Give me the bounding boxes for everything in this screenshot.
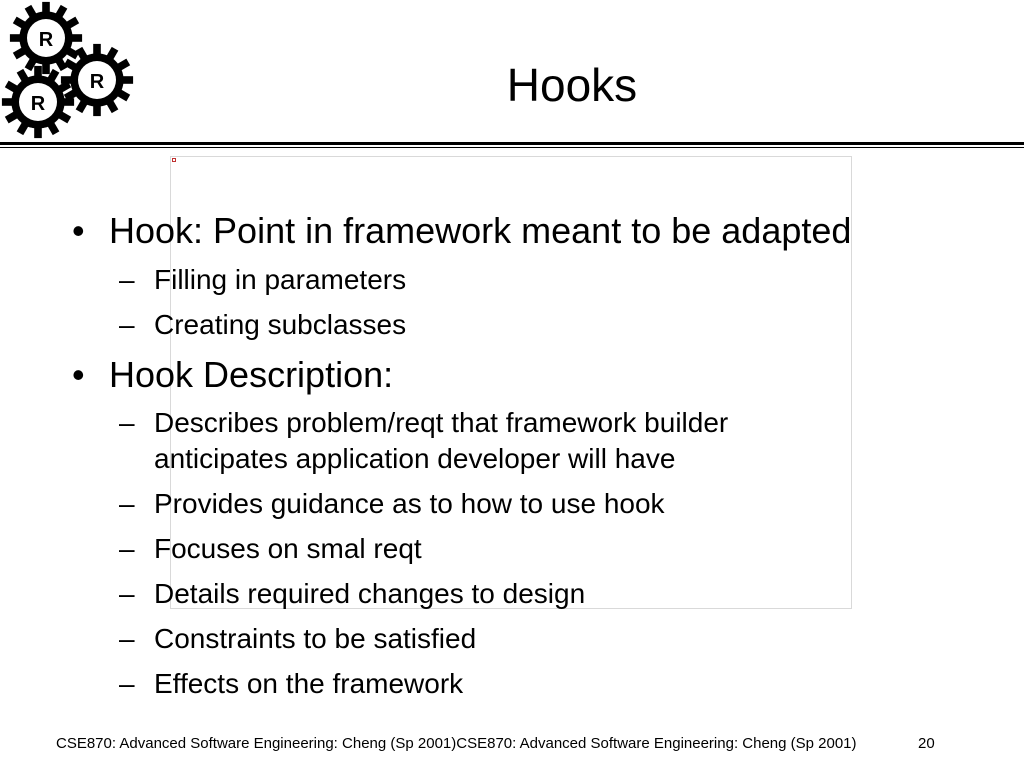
bullet-text: Hook Description:: [109, 354, 394, 395]
sub-bullet-marker: –: [119, 533, 135, 564]
bullet-text: Hook: Point in framework meant to be adapted: [109, 210, 852, 251]
gear-letter: R: [38, 29, 54, 51]
sub-bullet-marker: –: [119, 578, 135, 609]
gear-letter: R: [30, 93, 46, 115]
sub-bullet-marker: –: [119, 623, 135, 654]
slide-number: 20: [918, 735, 935, 752]
sub-bullet-text: anticipates application developer will have: [154, 443, 676, 474]
sub-bullet-text: Filling in parameters: [154, 264, 407, 295]
title-divider-thin: [0, 147, 1024, 148]
sub-bullet-text: Describes problem/reqt that framework builder: [154, 407, 729, 438]
slide-footer: CSE870: Advanced Software Engineering: Cheng (Sp 2001)CSE870: Advanced Software Engineering: Cheng (Sp 2001): [56, 735, 857, 752]
sub-bullet-marker: –: [119, 488, 135, 519]
sub-bullet-marker: –: [119, 407, 135, 438]
title-divider: [0, 142, 1024, 145]
sub-bullet-text: Creating subclasses: [154, 309, 407, 340]
bullet-marker: •: [72, 354, 85, 395]
sub-bullet-marker: –: [119, 309, 135, 340]
slide-title: Hooks: [506, 59, 638, 111]
sub-bullet-text: Constraints to be satisfied: [154, 623, 477, 654]
sub-bullet-text: Focuses on smal reqt: [154, 533, 422, 564]
sub-bullet-text: Provides guidance as to how to use hook: [154, 488, 665, 519]
sub-bullet-marker: –: [119, 668, 135, 699]
sub-bullet-text: Details required changes to design: [154, 578, 586, 609]
gear-letter: R: [89, 71, 105, 93]
sub-bullet-text: Effects on the framework: [154, 668, 464, 699]
embedded-object-marker: [172, 158, 176, 162]
sub-bullet-marker: –: [119, 264, 135, 295]
bullet-marker: •: [72, 210, 85, 251]
